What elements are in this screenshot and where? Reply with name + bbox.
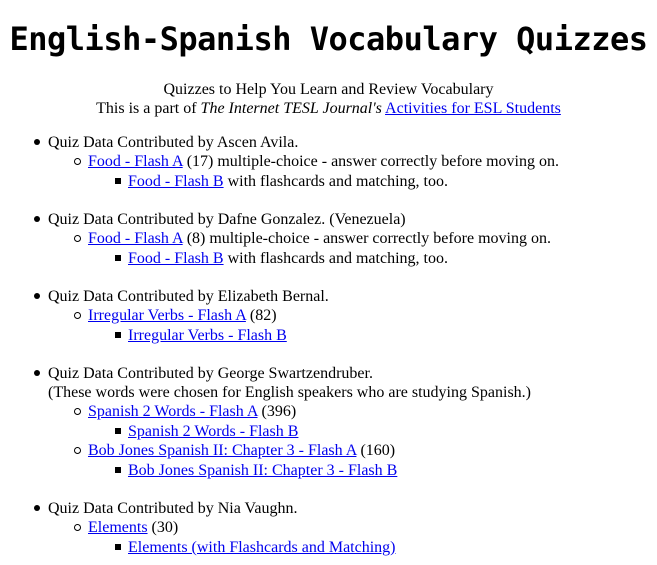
contributor-item [0,364,657,480]
quiz-list [48,306,657,345]
page-title: English-Spanish Vocabulary Quizzes [9,20,648,58]
flashcard-link[interactable]: Elements (with Flashcards and Matching) [128,539,396,556]
quiz-link[interactable]: Bob Jones Spanish II: Chapter 3 - Flash A [88,442,357,459]
flashcard-list [88,422,657,441]
quiz-info: (30) [147,519,179,536]
contributor-item [0,499,657,557]
flashcard-link[interactable]: Food - Flash B [128,250,224,267]
flashcard-link[interactable]: Bob Jones Spanish II: Chapter 3 - Flash B [128,462,398,479]
flashcard-info: with flashcards and matching, too. [223,250,448,267]
contributor-label: Quiz Data Contributed by Elizabeth Bernal. [48,288,329,305]
intro-line [0,99,657,118]
quiz-link[interactable]: Food - Flash A [88,230,183,247]
contributor-label: Quiz Data Contributed by Nia Vaughn. [48,500,298,517]
flashcard-item [88,326,657,345]
quiz-info: (17) multiple-choice - answer correctly before moving on. [182,153,559,170]
flashcard-item [88,538,657,557]
quiz-info: (160) [356,442,396,459]
contributor-item [0,133,657,191]
flashcard-link[interactable]: Irregular Verbs - Flash B [128,327,287,344]
journal-name: The Internet TESL Journal's [200,100,382,117]
quiz-link[interactable]: Elements [88,519,148,536]
intro [0,80,657,118]
flashcard-item [88,422,657,441]
flashcard-link[interactable]: Food - Flash B [128,173,224,190]
quiz-info: (82) [245,307,277,324]
intro-subtitle: Quizzes to Help You Learn and Review Vocabulary [163,81,494,98]
contributor-list [0,133,657,557]
quiz-list [48,229,657,268]
flashcard-item [88,249,657,268]
quiz-link[interactable]: Spanish 2 Words - Flash A [88,403,258,420]
flashcard-list [88,249,657,268]
contributor-label: Quiz Data Contributed by Dafne Gonzalez. (Venezuela) [48,211,406,228]
contributor-note: (These words were chosen for English speakers who are studying Spanish.) [48,384,531,401]
quiz-info: (8) multiple-choice - answer correctly before moving on. [182,230,551,247]
quiz-item [48,441,657,480]
quiz-info: (396) [257,403,297,420]
quiz-link[interactable]: Irregular Verbs - Flash A [88,307,246,324]
quiz-item [48,518,657,557]
contributor-label: Quiz Data Contributed by George Swartzendruber. [48,365,373,382]
activities-link[interactable]: Activities for ESL Students [385,100,561,117]
quiz-item [48,402,657,441]
quiz-list [48,152,657,191]
quiz-link[interactable]: Food - Flash A [88,153,183,170]
flashcard-list [88,538,657,557]
quiz-item [48,306,657,345]
quiz-list [48,402,657,480]
flashcard-info: with flashcards and matching, too. [223,173,448,190]
intro-prefix: This is a part of [96,100,201,117]
flashcard-link[interactable]: Spanish 2 Words - Flash B [128,423,299,440]
quiz-item [48,152,657,191]
contributor-item [0,210,657,268]
flashcard-item [88,172,657,191]
flashcard-list [88,461,657,480]
flashcard-item [88,461,657,480]
contributor-label: Quiz Data Contributed by Ascen Avila. [48,134,299,151]
quiz-item [48,229,657,268]
flashcard-list [88,326,657,345]
quiz-list [48,518,657,557]
flashcard-list [88,172,657,191]
contributor-item [0,287,657,345]
